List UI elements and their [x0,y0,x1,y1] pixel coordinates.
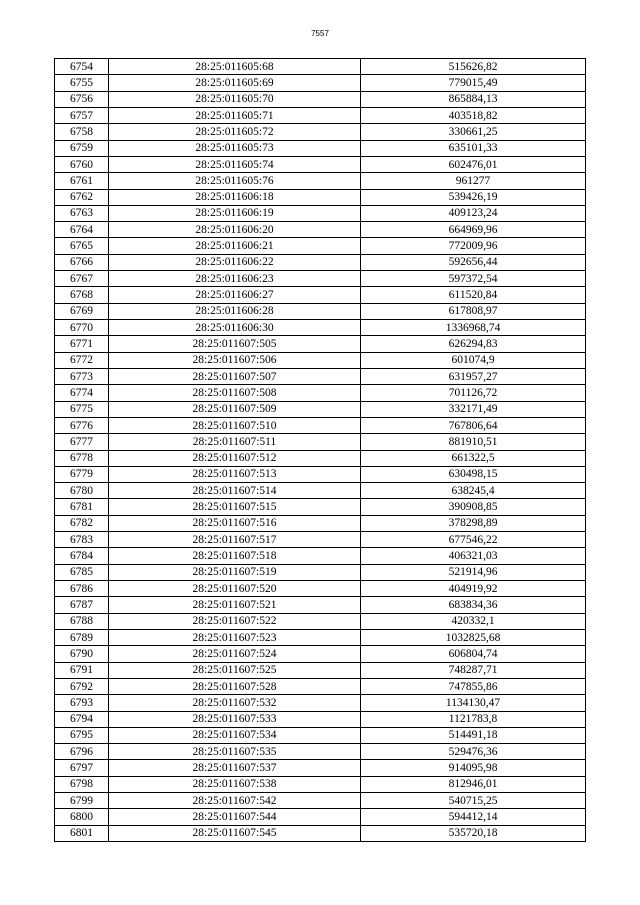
row-number-cell: 6786 [55,581,109,597]
row-number-cell: 6771 [55,336,109,352]
table-row [55,140,586,156]
cadastral-number-cell: 28:25:011607:545 [109,825,361,841]
cadastral-value-cell: 1134130,47 [361,695,586,711]
cadastral-value-cell: 515626,82 [361,59,586,75]
table-row [55,75,586,91]
cadastral-number-cell: 28:25:011607:520 [109,581,361,597]
cadastral-number-cell: 28:25:011606:20 [109,222,361,238]
cadastral-number-cell: 28:25:011606:18 [109,189,361,205]
cadastral-number-cell: 28:25:011607:509 [109,401,361,417]
cadastral-number-cell: 28:25:011607:528 [109,678,361,694]
cadastral-value-cell: 638245,4 [361,483,586,499]
cadastral-value-cell: 521914,96 [361,564,586,580]
cadastral-number-cell: 28:25:011606:28 [109,303,361,319]
cadastral-number-cell: 28:25:011605:69 [109,75,361,91]
row-number-cell: 6798 [55,776,109,792]
row-number-cell: 6800 [55,809,109,825]
row-number-cell: 6767 [55,271,109,287]
row-number-cell: 6762 [55,189,109,205]
row-number-cell: 6794 [55,711,109,727]
cadastral-value-cell: 540715,25 [361,793,586,809]
table-row [55,401,586,417]
row-number-cell: 6763 [55,205,109,221]
cadastral-value-cell: 409123,24 [361,205,586,221]
table-row [55,646,586,662]
cadastral-value-cell: 404919,92 [361,581,586,597]
cadastral-value-cell: 406321,03 [361,548,586,564]
table-row [55,254,586,270]
table-row [55,303,586,319]
row-number-cell: 6768 [55,287,109,303]
cadastral-number-cell: 28:25:011605:72 [109,124,361,140]
cadastral-number-cell: 28:25:011607:514 [109,483,361,499]
cadastral-number-cell: 28:25:011605:70 [109,91,361,107]
table-row [55,564,586,580]
table-row [55,483,586,499]
cadastral-value-cell: 403518,82 [361,107,586,123]
cadastral-number-cell: 28:25:011605:68 [109,59,361,75]
table-row [55,629,586,645]
cadastral-value-cell: 748287,71 [361,662,586,678]
cadastral-value-cell: 617808,97 [361,303,586,319]
cadastral-number-cell: 28:25:011607:532 [109,695,361,711]
cadastral-number-cell: 28:25:011607:537 [109,760,361,776]
cadastral-number-cell: 28:25:011607:533 [109,711,361,727]
page-number: 7557 [311,29,329,38]
cadastral-value-cell: 914095,98 [361,760,586,776]
row-number-cell: 6775 [55,401,109,417]
table-row [55,156,586,172]
row-number-cell: 6782 [55,515,109,531]
table-row [55,532,586,548]
cadastral-value-cell: 601074,9 [361,352,586,368]
cadastral-value-cell: 635101,33 [361,140,586,156]
table-row [55,59,586,75]
table-row [55,205,586,221]
table-row [55,515,586,531]
cadastral-number-cell: 28:25:011607:505 [109,336,361,352]
cadastral-value-cell: 779015,49 [361,75,586,91]
table-row [55,124,586,140]
row-number-cell: 6759 [55,140,109,156]
cadastral-number-cell: 28:25:011607:518 [109,548,361,564]
cadastral-number-cell: 28:25:011607:535 [109,744,361,760]
table-row [55,320,586,336]
row-number-cell: 6791 [55,662,109,678]
row-number-cell: 6779 [55,466,109,482]
cadastral-value-cell: 611520,84 [361,287,586,303]
table-row [55,238,586,254]
cadastral-value-cell: 390908,85 [361,499,586,515]
table-row [55,662,586,678]
cadastral-value-cell: 772009,96 [361,238,586,254]
row-number-cell: 6760 [55,156,109,172]
cadastral-value-cell: 602476,01 [361,156,586,172]
cadastral-value-cell: 606804,74 [361,646,586,662]
cadastral-number-cell: 28:25:011607:519 [109,564,361,580]
table-row [55,809,586,825]
row-number-cell: 6784 [55,548,109,564]
row-number-cell: 6765 [55,238,109,254]
cadastral-number-cell: 28:25:011607:515 [109,499,361,515]
table-row [55,776,586,792]
table-row [55,173,586,189]
table-row [55,695,586,711]
cadastral-value-cell: 661322,5 [361,450,586,466]
cadastral-number-cell: 28:25:011605:71 [109,107,361,123]
row-number-cell: 6756 [55,91,109,107]
row-number-cell: 6772 [55,352,109,368]
table-row [55,727,586,743]
row-number-cell: 6781 [55,499,109,515]
row-number-cell: 6780 [55,483,109,499]
row-number-cell: 6785 [55,564,109,580]
table-row [55,271,586,287]
row-number-cell: 6788 [55,613,109,629]
row-number-cell: 6774 [55,385,109,401]
table-row [55,711,586,727]
cadastral-number-cell: 28:25:011606:30 [109,320,361,336]
table-row [55,450,586,466]
cadastral-value-cell: 664969,96 [361,222,586,238]
table-row [55,434,586,450]
cadastral-value-cell: 631957,27 [361,368,586,384]
cadastral-value-cell: 1121783,8 [361,711,586,727]
table-row [55,744,586,760]
table-row [55,613,586,629]
table-row [55,548,586,564]
row-number-cell: 6789 [55,629,109,645]
cadastral-number-cell: 28:25:011607:507 [109,368,361,384]
table-row [55,287,586,303]
table-row [55,91,586,107]
cadastral-value-cell: 767806,64 [361,417,586,433]
cadastral-value-cell: 594412,14 [361,809,586,825]
cadastral-value-cell: 626294,83 [361,336,586,352]
row-number-cell: 6778 [55,450,109,466]
table-row [55,793,586,809]
table-row [55,385,586,401]
cadastral-value-cell: 1336968,74 [361,320,586,336]
row-number-cell: 6758 [55,124,109,140]
cadastral-value-cell: 420332,1 [361,613,586,629]
cadastral-value-cell: 881910,51 [361,434,586,450]
row-number-cell: 6799 [55,793,109,809]
row-number-cell: 6764 [55,222,109,238]
cadastral-number-cell: 28:25:011606:19 [109,205,361,221]
cadastral-value-cell: 961277 [361,173,586,189]
cadastral-value-cell: 747855,86 [361,678,586,694]
cadastral-number-cell: 28:25:011607:525 [109,662,361,678]
table-row [55,222,586,238]
cadastral-number-cell: 28:25:011606:21 [109,238,361,254]
table-row [55,336,586,352]
cadastral-number-cell: 28:25:011605:73 [109,140,361,156]
table-body [55,59,586,842]
row-number-cell: 6757 [55,107,109,123]
table-row [55,417,586,433]
row-number-cell: 6761 [55,173,109,189]
table-row [55,466,586,482]
table-row [55,678,586,694]
row-number-cell: 6777 [55,434,109,450]
row-number-cell: 6796 [55,744,109,760]
cadastral-number-cell: 28:25:011607:513 [109,466,361,482]
cadastral-value-cell: 630498,15 [361,466,586,482]
cadastral-number-cell: 28:25:011605:74 [109,156,361,172]
cadastral-value-cell: 539426,19 [361,189,586,205]
cadastral-number-cell: 28:25:011607:508 [109,385,361,401]
cadastral-value-cell: 677546,22 [361,532,586,548]
row-number-cell: 6776 [55,417,109,433]
table-row [55,189,586,205]
cadastral-number-cell: 28:25:011606:23 [109,271,361,287]
row-number-cell: 6797 [55,760,109,776]
cadastral-number-cell: 28:25:011607:524 [109,646,361,662]
row-number-cell: 6801 [55,825,109,841]
cadastral-value-cell: 529476,36 [361,744,586,760]
cadastral-value-cell: 1032825,68 [361,629,586,645]
cadastral-value-table [54,58,586,842]
row-number-cell: 6769 [55,303,109,319]
row-number-cell: 6793 [55,695,109,711]
cadastral-number-cell: 28:25:011607:544 [109,809,361,825]
row-number-cell: 6783 [55,532,109,548]
table-row [55,597,586,613]
cadastral-number-cell: 28:25:011607:512 [109,450,361,466]
table-row [55,107,586,123]
cadastral-value-cell: 592656,44 [361,254,586,270]
cadastral-value-cell: 683834,36 [361,597,586,613]
cadastral-number-cell: 28:25:011607:511 [109,434,361,450]
cadastral-value-cell: 332171,49 [361,401,586,417]
cadastral-number-cell: 28:25:011607:510 [109,417,361,433]
table-row [55,581,586,597]
cadastral-number-cell: 28:25:011607:506 [109,352,361,368]
table-row [55,825,586,841]
row-number-cell: 6770 [55,320,109,336]
cadastral-number-cell: 28:25:011607:523 [109,629,361,645]
row-number-cell: 6792 [55,678,109,694]
cadastral-number-cell: 28:25:011605:76 [109,173,361,189]
cadastral-number-cell: 28:25:011607:521 [109,597,361,613]
row-number-cell: 6755 [55,75,109,91]
cadastral-value-cell: 514491,18 [361,727,586,743]
cadastral-number-cell: 28:25:011607:522 [109,613,361,629]
cadastral-number-cell: 28:25:011607:542 [109,793,361,809]
cadastral-value-cell: 701126,72 [361,385,586,401]
cadastral-value-cell: 378298,89 [361,515,586,531]
cadastral-number-cell: 28:25:011606:27 [109,287,361,303]
cadastral-number-cell: 28:25:011607:538 [109,776,361,792]
cadastral-number-cell: 28:25:011607:534 [109,727,361,743]
table-row [55,352,586,368]
table-row [55,499,586,515]
row-number-cell: 6790 [55,646,109,662]
row-number-cell: 6766 [55,254,109,270]
row-number-cell: 6787 [55,597,109,613]
cadastral-number-cell: 28:25:011606:22 [109,254,361,270]
cadastral-number-cell: 28:25:011607:516 [109,515,361,531]
cadastral-value-cell: 812946,01 [361,776,586,792]
row-number-cell: 6754 [55,59,109,75]
table-row [55,368,586,384]
row-number-cell: 6773 [55,368,109,384]
table-row [55,760,586,776]
cadastral-value-cell: 535720,18 [361,825,586,841]
cadastral-number-cell: 28:25:011607:517 [109,532,361,548]
cadastral-value-cell: 330661,25 [361,124,586,140]
row-number-cell: 6795 [55,727,109,743]
cadastral-value-cell: 597372,54 [361,271,586,287]
cadastral-value-cell: 865884,13 [361,91,586,107]
